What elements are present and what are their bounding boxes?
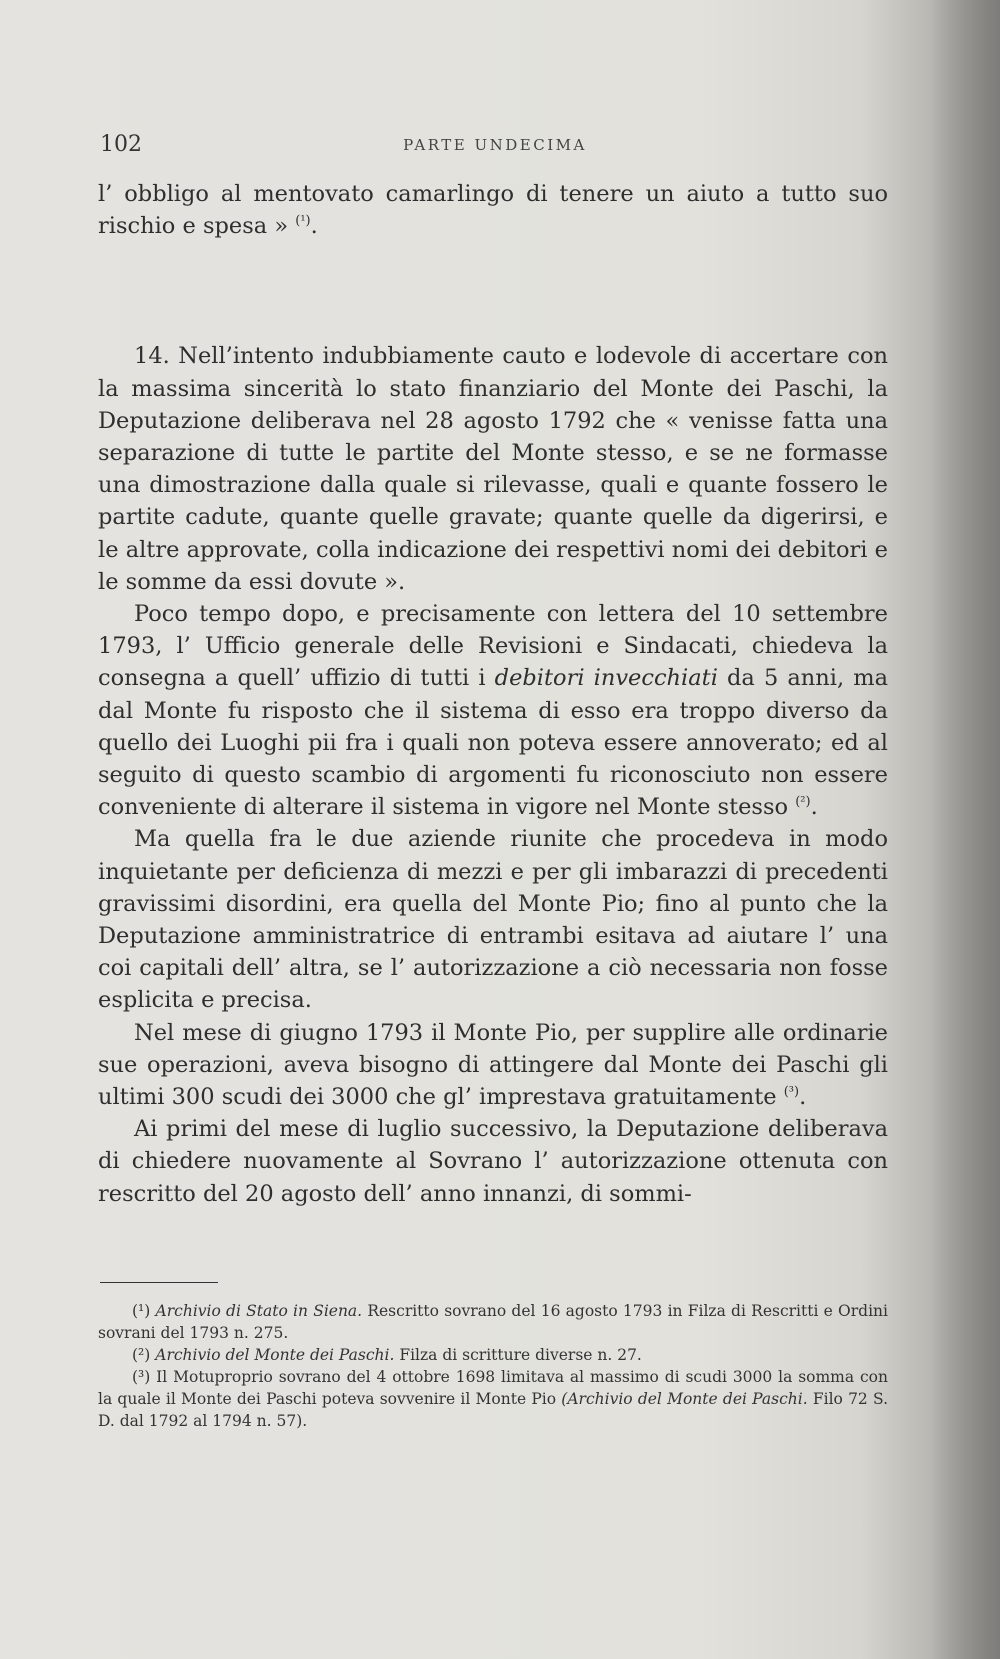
footnotes bbox=[98, 1300, 888, 1432]
paragraph-4: Ma quella fra le due aziende riunite che procedeva in modo inquietante per deficienza di mezzi e per gli imbarazzi di precedenti gravissimi disordini, era quella del Monte Pio; fino al punto che la Deputazione amministratrice di entrambi esitava ad aiutare l’ una coi capitali dell’ altra, se l’ autorizzazione a ciò necessaria non fosse esplicita e precisa. bbox=[98, 826, 888, 1014]
footnote-2: (²) Archivio del Monte dei Paschi. Filza di scritture diverse n. 27. bbox=[132, 1346, 642, 1364]
paragraph-1: l’ obbligo al mentovato camarlingo di tenere un aiuto a tutto suo rischio e spesa » $^{(^1)}$. bbox=[98, 181, 888, 240]
footnote-rule bbox=[100, 1282, 218, 1283]
page-header bbox=[100, 132, 890, 162]
footnote-ref-1: (¹) bbox=[295, 213, 311, 229]
footnote-3: (³) Il Motuproprio sovrano del 4 ottobre 1698 limitava al massimo di scudi 3000 la somma con la quale il Monte dei Paschi poteva sovvenire il Monte Pio (Archivio del Monte dei Paschi. Filo 72 S. D. dal 1792 al 1794 n. 57). bbox=[98, 1368, 888, 1430]
paragraph-3: Poco tempo dopo, e precisamente con lettera del 10 settembre 1793, l’ Ufficio generale delle Revisioni e Sindacati, chiedeva la consegna a quell’ uffizio di tutti i debitori invecchiati da 5 anni, ma dal Monte fu risposto che il sistema di esso era troppo diverso da quello dei Luoghi pii fra i quali non poteva essere annoverato; ed al seguito di questo scambio di argomenti fu riconosciuto non essere conveniente di alterare il sistema in vigore nel Monte stesso $^{(^2)}$. bbox=[98, 601, 888, 821]
italic-phrase: debitori invecchiati bbox=[494, 665, 718, 692]
footnote-ref-2: (²) bbox=[795, 794, 811, 810]
page-number: 102 bbox=[100, 132, 142, 157]
paragraph-6: Ai primi del mese di luglio successivo, la Deputazione deliberava di chiedere nuovamente al Sovrano l’ autorizzazione ottenuta con rescritto del 20 agosto dell’ anno innanzi, di sommi- bbox=[98, 1116, 888, 1207]
footnote-ref-3: (³) bbox=[783, 1084, 800, 1100]
page-gutter-shadow bbox=[930, 0, 1000, 1659]
running-head: PARTE UNDECIMA bbox=[403, 136, 587, 154]
footnote-1: (¹) Archivio di Stato in Siena. Rescritto sovrano del 16 agosto 1793 in Filza di Rescritti e Ordini sovrani del 1793 n. 275. bbox=[98, 1302, 888, 1342]
paragraph-5: Nel mese di giugno 1793 il Monte Pio, per supplire alle ordinarie sue operazioni, aveva bisogno di attingere dal Monte dei Paschi gli ultimi 300 scudi dei 3000 che gl’ imprestava gratuitamente $^{(^3)}$. bbox=[98, 1019, 888, 1111]
paragraph-2: 14. Nell’intento indubbiamente cauto e lodevole di accertare con la massima sincerità lo stato finanziario del Monte dei Paschi, la Deputazione deliberava nel 28 agosto 1792 che « venisse fatta una separazione di tutte le partite del Monte stesso, e se ne formasse una dimostrazione dalla quale si rilevasse, quali e quante fossero le partite cadute, quante quelle gravate; quante quelle da digerirsi, e le altre approvate, colla indicazione dei respettivi nomi dei debitori e le somme da essi dovute ». bbox=[98, 343, 888, 595]
body-text bbox=[98, 178, 888, 1210]
